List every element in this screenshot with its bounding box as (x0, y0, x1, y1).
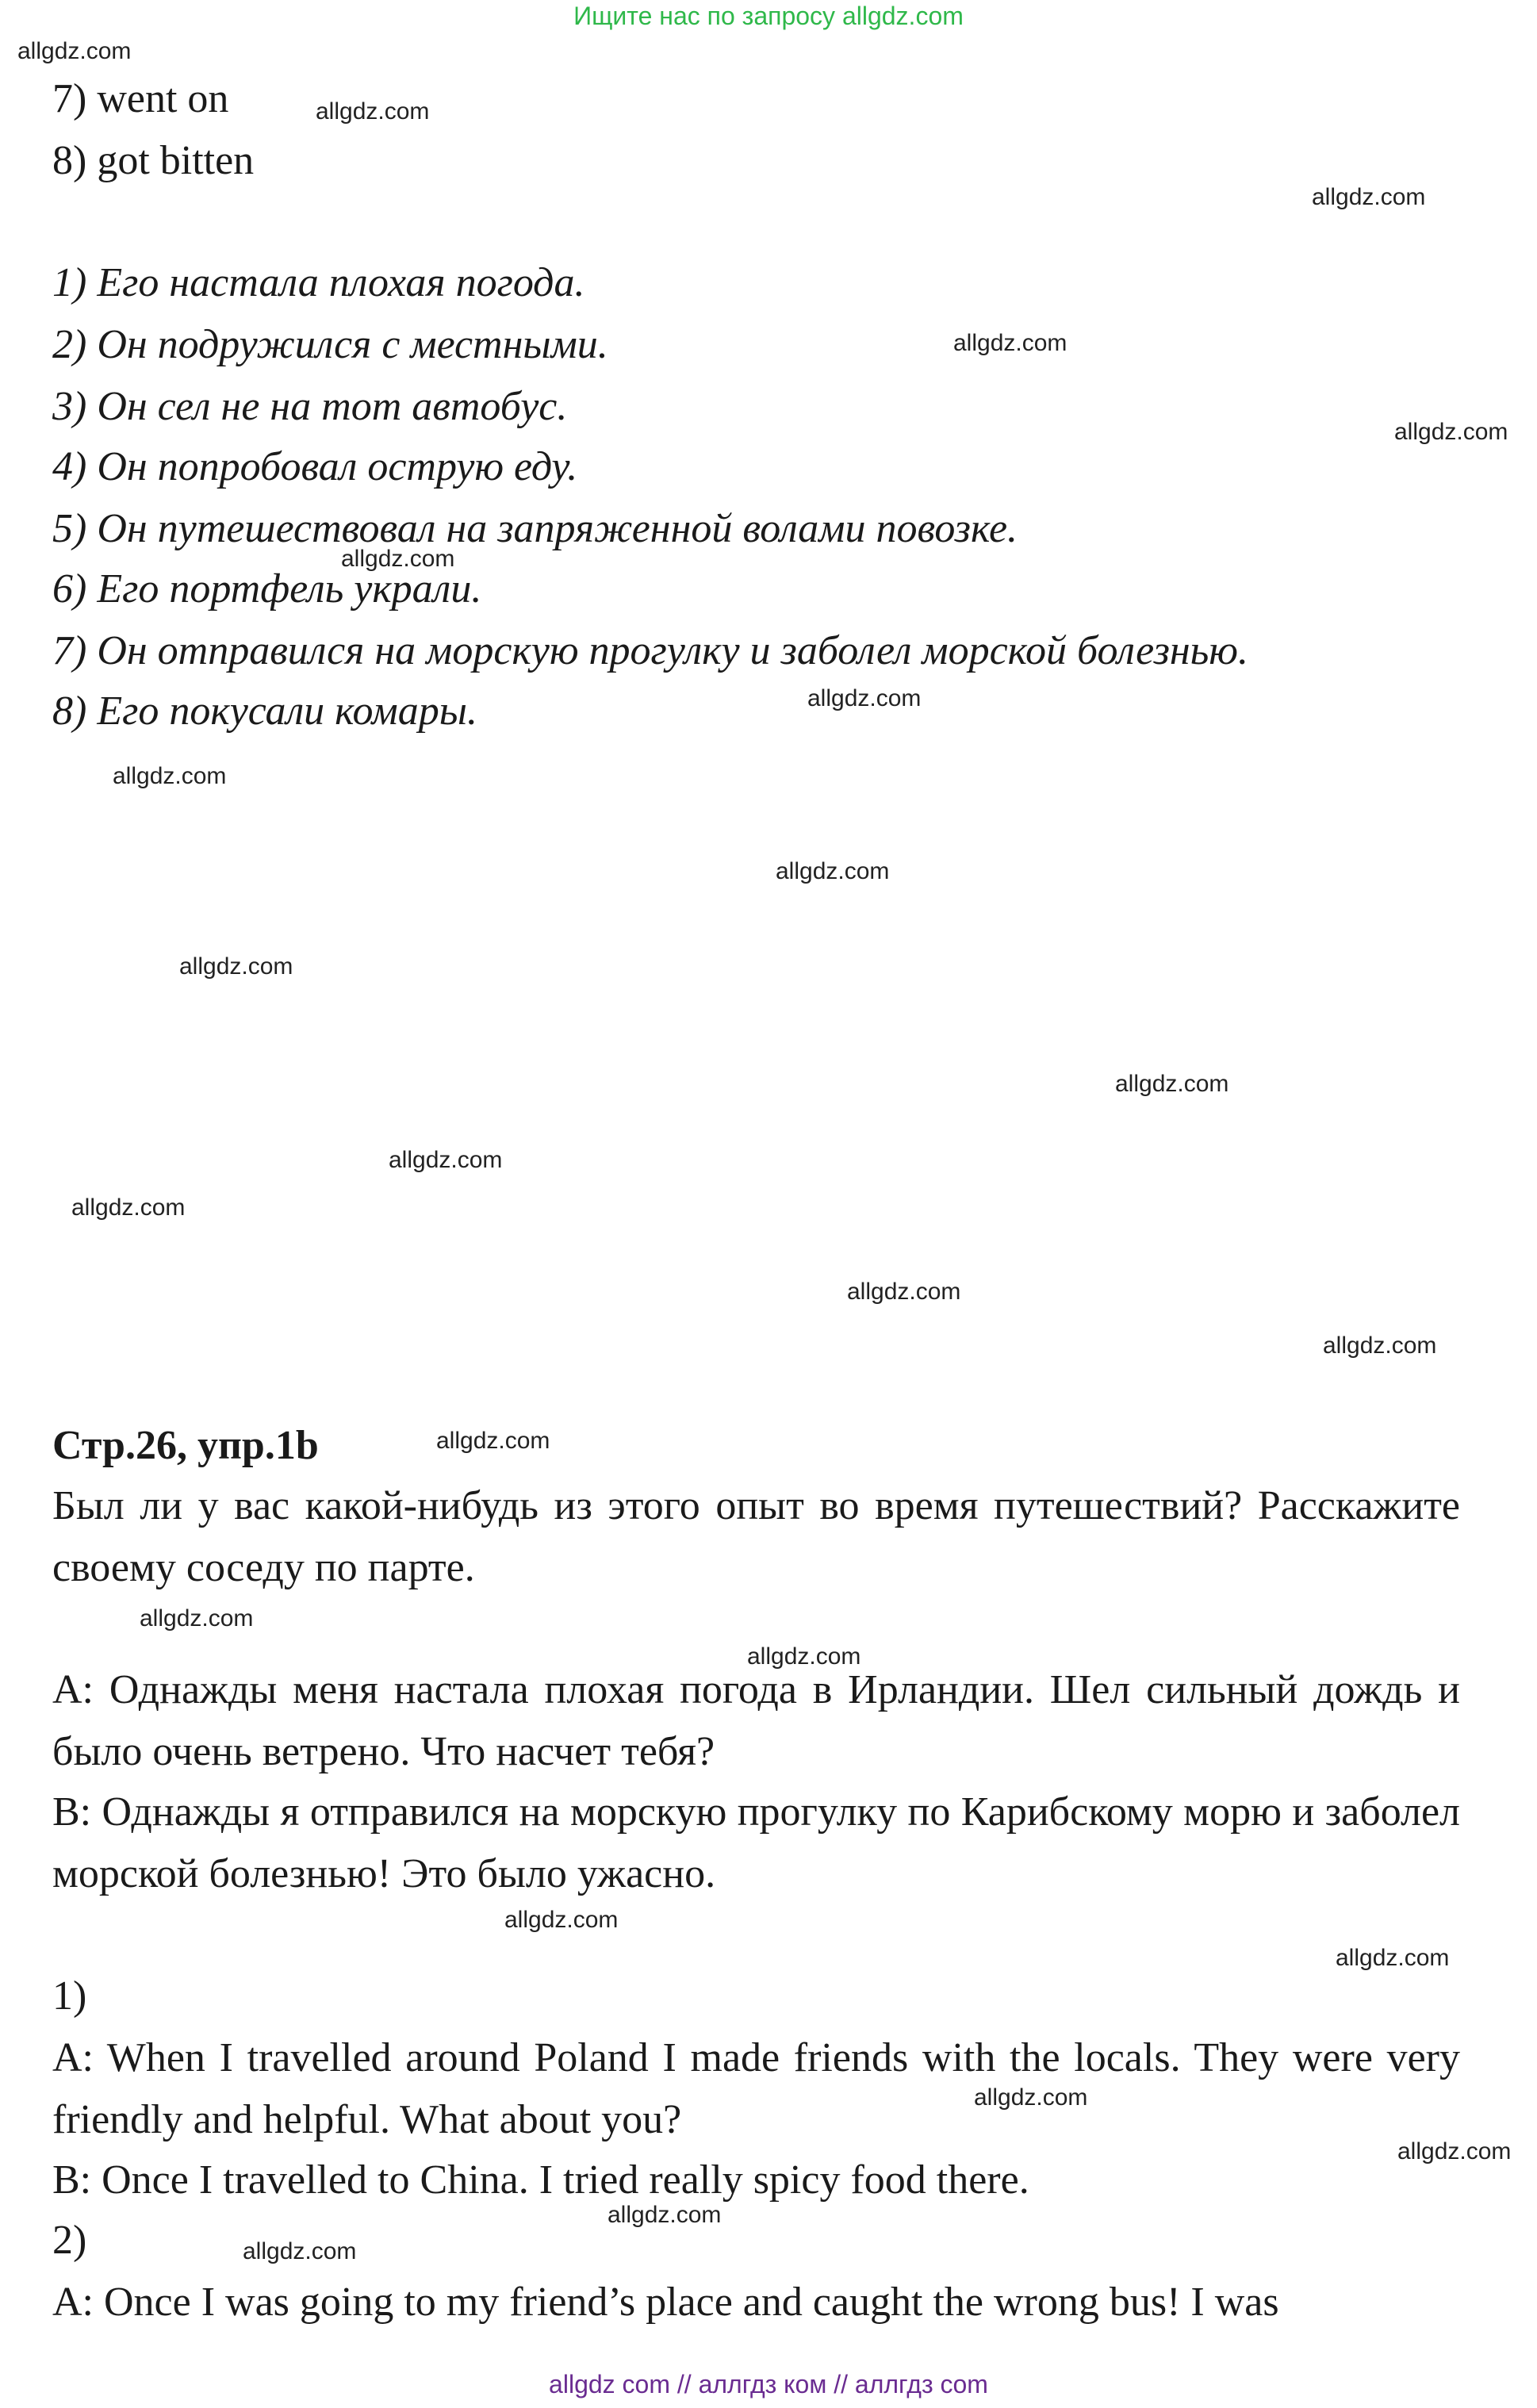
translation-line: 5) Он путешествовал на запряженной волами повозке. (52, 506, 1018, 551)
watermark: allgdz.com (1336, 1945, 1450, 1971)
translation-line: 8) Его покусали комары. (52, 688, 477, 734)
answer-line: 8) got bitten (52, 138, 255, 183)
bottom-banner: allgdz com // аллгдз ком // аллгдз com (549, 2370, 988, 2398)
watermark: allgdz.com (389, 1147, 503, 1173)
watermark: allgdz.com (113, 763, 227, 789)
translation-line: 7) Он отправился на морскую прогулку и заболел морской болезнью. (52, 628, 1248, 673)
watermark: allgdz.com (1394, 419, 1508, 445)
watermark: allgdz.com (179, 953, 293, 980)
section-heading: Стр.26, упр.1b (52, 1423, 319, 1468)
watermark: allgdz.com (1397, 2138, 1512, 2165)
example-a1: A: When I travelled around Poland I made friends with the locals. They were very friendly and helpful. What about you? (52, 2035, 1460, 2142)
watermark: allgdz.com (71, 1194, 186, 1221)
dialog-b: B: Однажды я отправился на морскую прогулку по Карибскому морю и заболел морской болезнью! Это было ужасно. (52, 1789, 1460, 1896)
example-b1: B: Once I travelled to China. I tried really spicy food there. (52, 2157, 1029, 2203)
watermark: allgdz.com (747, 1643, 861, 1670)
translation-line: 1) Его настала плохая погода. (52, 260, 585, 305)
watermark: allgdz.com (776, 858, 890, 884)
watermark: allgdz.com (1312, 184, 1426, 210)
watermark: allgdz.com (436, 1428, 550, 1454)
watermark: allgdz.com (953, 330, 1067, 356)
watermark: allgdz.com (974, 2084, 1088, 2111)
task-text: Был ли у вас какой-нибудь из этого опыт во время путешествий? Расскажите своему соседу по парте. (52, 1483, 1460, 1590)
translation-line: 6) Его портфель украли. (52, 566, 482, 612)
translation-line: 2) Он подружился с местными. (52, 322, 608, 367)
watermark: allgdz.com (847, 1279, 961, 1305)
example-a2: A: Once I was going to my friend’s place and caught the wrong bus! I was (52, 2280, 1279, 2325)
watermark: allgdz.com (17, 38, 132, 64)
watermark: allgdz.com (140, 1605, 254, 1632)
watermark: allgdz.com (807, 685, 922, 711)
example-number: 2) (52, 2218, 87, 2263)
translation-line: 4) Он попробовал острую еду. (52, 444, 578, 489)
translation-line: 3) Он сел не на тот автобус. (52, 384, 568, 429)
watermark: allgdz.com (608, 2202, 722, 2228)
watermark: allgdz.com (316, 98, 430, 125)
watermark: allgdz.com (341, 546, 455, 572)
watermark: allgdz.com (1323, 1332, 1437, 1359)
watermark: allgdz.com (504, 1907, 619, 1933)
watermark: allgdz.com (1115, 1071, 1229, 1097)
watermark: allgdz.com (243, 2238, 357, 2264)
example-number: 1) (52, 1973, 87, 2019)
top-banner: Ищите нас по запросу allgdz.com (573, 2, 964, 30)
dialog-a: A: Однажды меня настала плохая погода в Ирландии. Шел сильный дождь и было очень ветрено. Что насчет тебя? (52, 1667, 1460, 1774)
answer-line: 7) went on (52, 76, 229, 121)
